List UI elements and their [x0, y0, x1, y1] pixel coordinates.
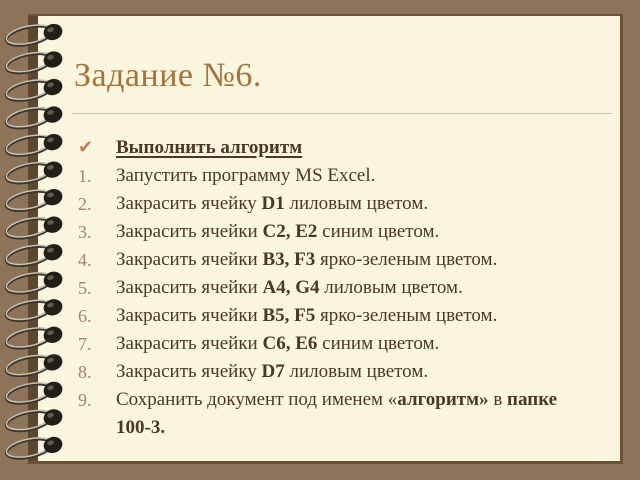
list-item-text: Закрасить ячейку D1 лиловым цветом.: [116, 193, 429, 214]
list-item-text: Закрасить ячейки A4, G4 лиловым цветом.: [116, 277, 463, 298]
list-item-number: 8.: [78, 362, 92, 382]
checkmark-icon: ✔: [78, 137, 94, 158]
list-item-number: 7.: [78, 334, 92, 354]
slide-paper: [28, 14, 623, 464]
instruction-list: [28, 162, 614, 442]
list-item-text: Закрасить ячейки B5, F5 ярко-зеленым цветом.: [116, 305, 498, 326]
list-item-number: 3.: [78, 222, 92, 242]
list-item: [28, 274, 614, 302]
list-item: [28, 330, 614, 358]
algorithm-header-row: [28, 134, 614, 162]
list-item-number: 6.: [78, 306, 92, 326]
title-divider: [72, 113, 612, 114]
list-item: [28, 162, 614, 190]
list-item: [28, 358, 614, 386]
list-item: [28, 302, 614, 330]
list-item-number: 2.: [78, 194, 92, 214]
slide-title: Задание №6.: [74, 57, 262, 94]
list-item-number: 5.: [78, 278, 92, 298]
algorithm-header-label: Выполнить алгоритм: [116, 137, 303, 158]
list-item-text: Запустить программу MS Excel.: [116, 165, 376, 186]
list-item: [28, 190, 614, 218]
list-item-number: 9.: [78, 390, 92, 410]
list-item-text: Сохранить документ под именем «алгоритм» в папке 100-3.: [116, 389, 558, 438]
list-item-number: 1.: [78, 166, 92, 186]
list-item: [28, 218, 614, 246]
list-item: [28, 246, 614, 274]
list-item-text: Закрасить ячейки C6, E6 синим цветом.: [116, 333, 440, 354]
list-item: [28, 386, 614, 442]
list-item-text: Закрасить ячейки B3, F3 ярко-зеленым цветом.: [116, 249, 498, 270]
list-item-number: 4.: [78, 250, 92, 270]
list-item-text: Закрасить ячейку D7 лиловым цветом.: [116, 361, 429, 382]
slide-body: [28, 134, 614, 442]
list-item-text: Закрасить ячейки C2, E2 синим цветом.: [116, 221, 440, 242]
